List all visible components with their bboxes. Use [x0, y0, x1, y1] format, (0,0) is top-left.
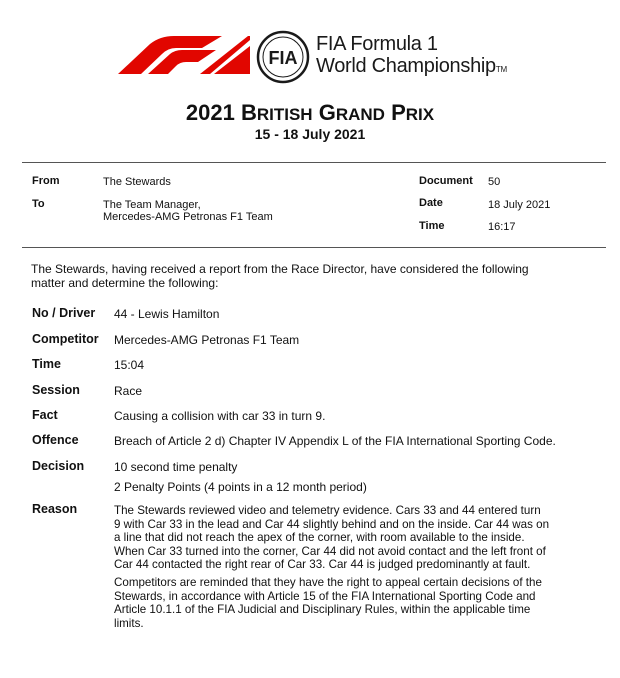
session-label: Session: [32, 383, 80, 397]
divider-bottom: [22, 247, 606, 248]
divider-top: [22, 162, 606, 163]
fia-f1-logo: [118, 30, 528, 80]
reason-paragraph-1: The Stewards reviewed video and telemetry evidence. Cars 33 and 44 entered turn 9 with Car 33 in the lead and Car 44 slightly behind and on the inside. Car 44 was on a line that did not reach the apex of the corner, with room available to the inside. When Car 33 turned into the corner, Car 44 did not avoid contact and the left front of Car 44 contacted the right rear of Car 33. Car 44 is judged predominantly at fault.: [114, 504, 550, 572]
event-dates: 15 - 18 July 2021: [254, 126, 366, 142]
reason-label: Reason: [32, 502, 78, 516]
driver-label: No / Driver: [32, 306, 96, 320]
fia-title: [316, 33, 507, 81]
decision-value-2: 2 Penalty Points (4 points in a 12 month period): [114, 480, 367, 494]
event-title: 2021 BRITISH GRAND PRIX: [185, 100, 435, 125]
competitor-value: Mercedes-AMG Petronas F1 Team: [114, 333, 300, 347]
offence-label: Offence: [32, 433, 79, 447]
fia-title-line1: FIA Formula 1: [316, 33, 438, 55]
intro-text: The Stewards, having received a report from the Race Director, have considered the following matter and determine the following:: [31, 262, 529, 290]
competitor-label: Competitor: [32, 332, 99, 346]
f1-logo-icon: [118, 34, 250, 74]
date-value: 18 July 2021: [488, 199, 551, 211]
from-label: From: [32, 175, 60, 187]
to-label: To: [32, 198, 45, 210]
to-value: The Team Manager, Mercedes-AMG Petronas F1 Team: [103, 199, 273, 223]
fia-seal-text: FIA: [268, 48, 298, 68]
fact-value: Causing a collision with car 33 in turn 9.: [114, 409, 326, 423]
driver-value: 44 - Lewis Hamilton: [114, 307, 220, 321]
date-label: Date: [419, 197, 443, 209]
fia-title-line2: World ChampionshipTM: [316, 55, 507, 77]
offence-value: Breach of Article 2 d) Chapter IV Appendix L of the FIA International Sporting Code.: [114, 434, 556, 448]
decision-value-1: 10 second time penalty: [114, 460, 238, 474]
time-of-incident-label: Time: [32, 357, 61, 371]
fia-seal-icon: [256, 30, 310, 84]
fact-label: Fact: [32, 408, 58, 422]
decision-label: Decision: [32, 459, 85, 473]
document-value: 50: [488, 176, 501, 188]
time-label: Time: [419, 220, 445, 232]
from-value: The Stewards: [103, 176, 171, 188]
document-label: Document: [419, 175, 473, 187]
session-value: Race: [114, 384, 143, 398]
time-value: 16:17: [488, 221, 516, 233]
time-of-incident-value: 15:04: [114, 358, 145, 372]
reason-paragraph-2: Competitors are reminded that they have the right to appeal certain decisions of the Stewards, in accordance with Article 15 of the FIA International Sporting Code and Article 10.1.1 of the FIA Judicial and Disciplinary Rules, within the applicable time limits.: [114, 575, 542, 630]
reason-text: [114, 504, 604, 634]
trademark: TM: [495, 65, 507, 74]
